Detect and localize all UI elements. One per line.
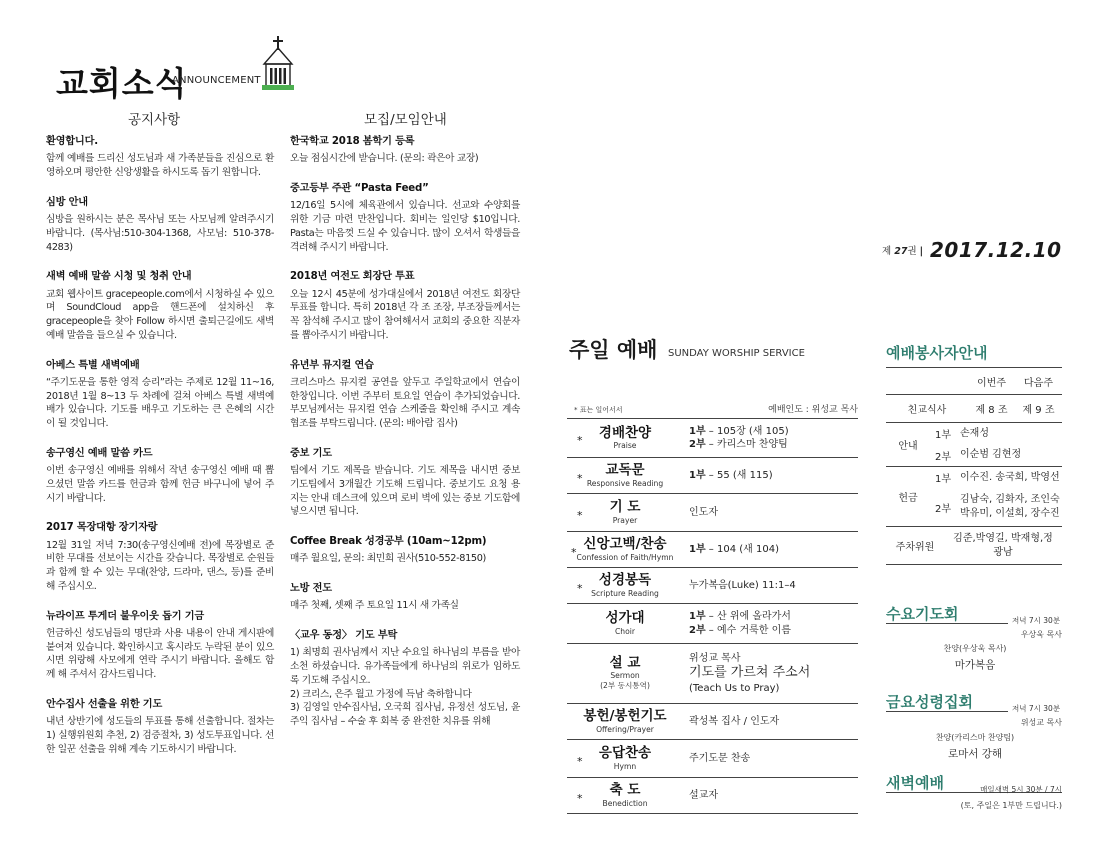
worship-row: 설 교 Sermon (2부 동시통역) 위성교 목사 기도를 가르쳐 주소서 (Teach Us to Pray) [567, 644, 858, 704]
service-row-fellowship: 친교식사 제 8 조 제 9 조 [886, 395, 1062, 423]
friday-time: 저녁 7시 30분 [1012, 704, 1061, 713]
worship-order-table [567, 418, 858, 814]
recruit-title: 모집/모임안내 [364, 112, 447, 128]
announcement-item: 심방 안내 심방을 원하시는 분은 목사님 또는 사모님께 알려주시기 바랍니다. (목사님:510-304-1368, 사모님: 510-378-4283) [46, 196, 274, 253]
wednesday-text: 마가복음 [954, 659, 996, 671]
friday-text: 로마서 강해 [947, 748, 1003, 760]
issue-volume: 제 27권 | [882, 246, 924, 257]
worship-row: 봉헌/봉헌기도 Offering/Prayer 곽성복 집사 / 인도자 [567, 704, 858, 740]
service-row-offering: 헌금 1부 이수진. 송국희, 박영선 2부 김남숙, 김화자, 조인숙 박유미, 이설희, 장수진 [886, 467, 1062, 527]
page-title: 교회소식 [56, 64, 188, 103]
worship-row: * 기 도 Prayer 인도자 [567, 494, 858, 532]
standing-note: * 표는 일어서서 [574, 406, 623, 414]
recruit-item: 유년부 뮤지컬 연습 크리스마스 뮤지컬 공연을 앞두고 주일학교에서 연습이 한창입니다. 이번 주부터 토요일 연습이 추가되었습니다. 부모님께서는 뮤지컬 연습 스케줄을 확인해 주시고 계속 협조를 부탁드립니다. (문의: 배아람 집사) [290, 359, 520, 430]
worship-row: * 성경봉독 Scripture Reading 누가복음(Luke) 11:1–4 [567, 568, 858, 604]
worship-row: * 신앙고백/찬송 Confession of Faith/Hymn 1부 – 104 (새 104) [567, 532, 858, 568]
recruit-item: 〈교우 동정〉 기도 부탁 1) 최명희 권사님께서 지난 수요일 하나님의 부름을 받아 소천 하셨습니다. 유가족들에게 하나님의 위로가 임하도록 기도해 주십시오. 2) 크리스, 은주 월고 가정에 득남 축하합니다 3) 김영일 안수집사님, 오국희 집사님, 유정선 성도님, 윤주익 집사님 – 수술 후 회복 중 완전한 치유를 위해 [290, 630, 520, 728]
worship-row: * 축 도 Benediction 설교자 [567, 778, 858, 814]
service-row-parking: 주차위원 김준,박영길, 박재형,정광남 [886, 527, 1062, 565]
worship-title: 주일 예배 [569, 338, 658, 362]
worship-row: * 교독문 Responsive Reading 1부 – 55 (새 115) [567, 458, 858, 494]
worship-row: * 경배찬양 Praise 1부 – 105장 (새 105) 2부 – 카리스마 찬양팀 [567, 418, 858, 458]
recruit-item: 중고등부 주관 “Pasta Feed” 12/16일 5시에 체육관에서 있습니다. 선교와 수양회를 위한 기금 마련 만찬입니다. 회비는 일인당 $10입니다. Pasta는 마음껏 드실 수 있습니다. 많이 오셔서 학생들을 격려해 주시기 바랍니다. [290, 183, 520, 253]
announcement-item: 안수집사 선출을 위한 기도 내년 상반기에 성도들의 투표를 통해 선출합니다. 절차는 1) 실행위원회 추천, 2) 검증절차, 3) 성도투표입니다. 선한 일꾼 선출을 위해 계속 기도하시기 바랍니다. [46, 699, 274, 755]
announcements-title: 공지사항 [128, 112, 181, 128]
page-subtitle: ANNOUNCEMENT [172, 75, 261, 86]
worship-row: 성가대 Choir 1부 – 산 위에 올라가서 2부 – 예수 거룩한 이름 [567, 604, 858, 644]
recruit-item: 중보 기도 팀에서 기도 제목을 받습니다. 기도 제목을 내시면 중보 기도팀에서 3개월간 기도해 드립니다. 중보기도 요청 용지는 안내 데스크에 있으며 로비 벽에 있는 중보 기도함에 넣으시면 됩니다. [290, 447, 520, 518]
announcement-item: 새벽 예배 말씀 시청 및 청취 안내 교회 웹사이트 gracepeople.com에서 시청하실 수 있으며 SoundCloud app을 핸드폰에 설치하신 후 gracepeople을 찾아 Follow 하시면 출퇴근길에도 새벽예배 말씀을 들으실 수 있습니다. [46, 271, 274, 341]
dawn-time: 매일새벽 5시 30분 / 7시 [980, 785, 1062, 794]
service-table-header: 이번주 다음주 [886, 367, 1062, 395]
worship-subtitle: SUNDAY WORSHIP SERVICE [668, 348, 805, 359]
recruit-item: 한국학교 2018 봄학기 등록 오늘 점심시간에 받습니다. (문의: 곽은아 교장) [290, 136, 479, 165]
church-icon [258, 34, 298, 92]
recruit-item: 노방 전도 매주 첫째, 셋째 주 토요일 11시 새 가족실 [290, 583, 459, 612]
wednesday-divider [886, 623, 1008, 624]
wednesday-praise: 찬양(우상욱 목사) [943, 644, 1007, 653]
dawn-note: (토, 주일은 1부만 드립니다.) [960, 801, 1062, 810]
announcement-item: 환영합니다. 함께 예배를 드리신 성도님과 새 가족분들을 진심으로 환영하오며 평안한 신앙생활을 하시도록 돕기 원합니다. [46, 136, 274, 178]
issue-date: 2017.12.10 [930, 238, 1062, 262]
wednesday-time: 저녁 7시 30분 [1012, 616, 1061, 625]
worship-leader: 예배인도 : 위성교 목사 [768, 405, 858, 415]
service-volunteers-table [886, 367, 1062, 565]
wednesday-leader: 우상욱 목사 [1020, 630, 1062, 639]
wednesday-prayer-title: 수요기도회 [886, 605, 959, 623]
friday-title: 금요성령집회 [886, 693, 973, 711]
recruit-item: Coffee Break 성경공부 (10am~12pm) 매주 월요일, 문의: 최민희 권사(510-552-8150) [290, 536, 487, 565]
recruit-list [290, 136, 520, 746]
friday-praise: 찬양(카리스마 찬양팀) [935, 733, 1015, 742]
friday-leader: 위성교 목사 [1020, 718, 1062, 727]
announcements-list [46, 136, 274, 774]
announcement-item: 2017 목장대항 장기자랑 12월 31일 저녁 7:30(송구영신예배 전)에 목장별로 준비한 무대를 선보이는 시간을 갖습니다. 목장별로 순원들과 함께 할 수 있는 무대(찬양, 드라마, 댄스, 등)를 준비해 주십시오. [46, 522, 274, 592]
dawn-worship-title: 새벽예배 [886, 774, 944, 792]
announcement-item: 송구영신 예배 말씀 카드 이번 송구영신 예배를 위해서 작년 송구영신 예배 때 뽑으셨던 말씀 카드를 헌금과 함께 헌금 바구니에 넣어 주시기 바랍니다. [46, 447, 274, 504]
recruit-item: 2018년 여전도 회장단 투표 오늘 12시 45분에 성가대실에서 2018년 여전도 회장단 투표를 합니다. 특히 2018년 각 조 조장, 부조장들께서는 꼭 참석해 주시고 많이 참여해서서 교회의 중요한 직분자를 뽑아주시기 바랍니다. [290, 271, 520, 341]
service-volunteers-title: 예배봉사자안내 [886, 344, 988, 362]
friday-divider [886, 711, 1008, 712]
service-row-guide: 안내 1부 손재성 2부 이순범 김현정 [886, 423, 1062, 467]
worship-row: * 응답찬송 Hymn 주기도문 찬송 [567, 740, 858, 778]
announcement-item: 아베스 특별 새벽예배 “주기도문을 통한 영적 승리”라는 주제로 12월 11~16, 2018년 1월 8~13 두 차례에 걸쳐 아베스 특별 새벽예배가 있습니다. 기도를 배우고 기도하는 큰 은혜의 시간이 될 것입니다. [46, 359, 274, 430]
announcement-item: 뉴라이프 투게더 불우이웃 돕기 기금 헌금하신 성도님들의 명단과 사용 내용이 안내 게시판에 붙여져 있습니다. 확인하시고 혹시라도 누락된 분이 있으시면 위랑해 사모에게 연락 주시기 바랍니다. 올해도 함께 해 주셔서 감사드립니다. [46, 610, 274, 681]
